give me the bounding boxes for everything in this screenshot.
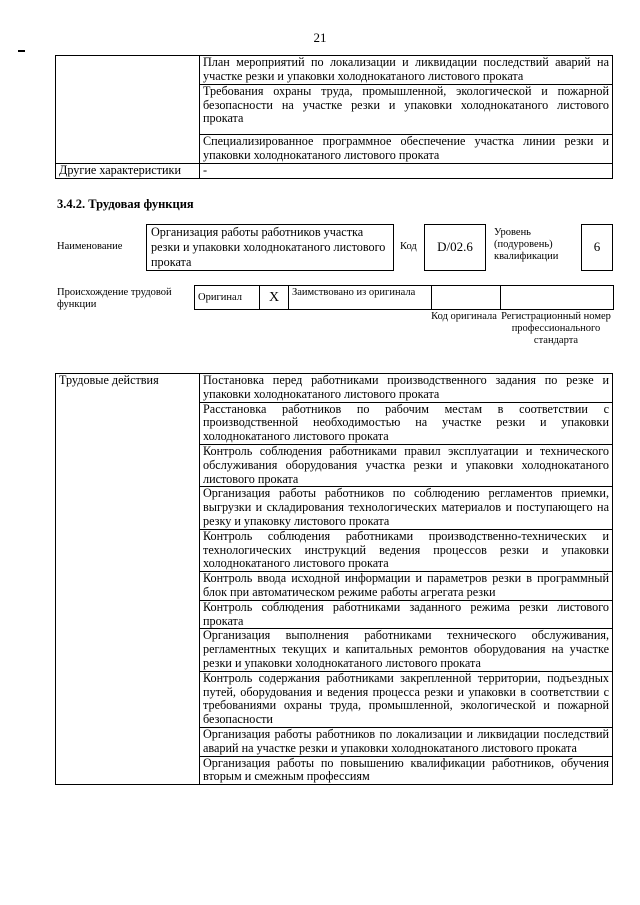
labor-action-text: Расстановка работников по рабочим местам в соответствии с производственной необходимостью на участке резки и упаковки холоднокатаного листового проката xyxy=(200,402,613,444)
page-number: 21 xyxy=(313,30,327,45)
origin-table xyxy=(194,285,614,310)
table-cell-label xyxy=(56,56,200,164)
labor-action-text: Контроль соблюдения работниками правил эксплуатации и технического обслуживания оборудования участка резки и упаковки холоднокатаного листового проката xyxy=(200,444,613,486)
labor-action-text: Организация работы работников по соблюдению регламентов приемки, выгрузки и складирования технологических материалов и поступающего на резку и упаковку листового проката xyxy=(200,487,613,529)
labor-action-text: Организация работы по повышению квалификации работников, обучения вторым и смежным профессиям xyxy=(200,756,613,785)
code-label: Код xyxy=(400,241,417,252)
labor-action-text: Организация выполнения работниками технического обслуживания, регламентных текущих и капитальных ремонтов оборудования на участке резки и упаковки холоднокатаного листового проката xyxy=(200,629,613,671)
labor-actions-table xyxy=(55,373,613,785)
knowledge-table xyxy=(55,55,613,179)
code-value: D/02.6 xyxy=(424,224,486,271)
level-label: Уровень (подуровень) квалификации xyxy=(494,227,559,262)
origin-label: Происхождение трудовой функции xyxy=(57,287,172,310)
labor-action-text: Организация работы работников по локализации и ликвидации последствий аварий на участке резки и упаковки холоднокатаного листового проката xyxy=(200,727,613,756)
original-mark: X xyxy=(260,286,289,310)
table-row xyxy=(56,56,613,85)
table-row xyxy=(56,374,613,403)
origin-code-cell xyxy=(432,286,501,310)
table-cell-label: Другие характеристики xyxy=(56,164,200,179)
original-label: Оригинал xyxy=(195,286,260,310)
labor-actions-label: Трудовые действия xyxy=(56,374,200,785)
labor-action-text: Постановка перед работниками производственного задания по резке и упаковки холоднокатаного листового проката xyxy=(200,374,613,403)
corner-mark xyxy=(18,50,25,52)
labor-action-text: Контроль соблюдения работниками производственно-технических и технологических инструкций ведения процессов резки и упаковки холоднокатаного листового проката xyxy=(200,529,613,571)
section-heading: 3.4.2. Трудовая функция xyxy=(57,197,194,211)
origin-reg-cell xyxy=(501,286,614,310)
table-row xyxy=(56,164,613,179)
name-value: Организация работы работников участка резки и упаковки холоднокатаного листового проката xyxy=(146,224,394,271)
table-cell-text: Специализированное программное обеспечение участка линии резки и упаковки холоднокатаного листового проката xyxy=(200,135,613,164)
name-label: Наименование xyxy=(57,241,123,252)
table-cell-text: Требования охраны труда, промышленной, экологической и пожарной безопасности на участке резки и упаковки холоднокатаного листового проката xyxy=(200,85,613,135)
labor-action-text: Контроль соблюдения работниками заданного режима резки листового проката xyxy=(200,600,613,629)
table-row xyxy=(195,286,614,310)
level-value: 6 xyxy=(581,224,613,271)
code-caption: Код оригинала xyxy=(431,311,497,322)
reg-caption: Регистрационный номер профессионального стандарта xyxy=(501,311,611,346)
borrowed-label: Заимствовано из оригинала xyxy=(289,286,432,310)
labor-action-text: Контроль ввода исходной информации и параметров резки в программный блок при автоматическом режиме работы агрегата резки xyxy=(200,572,613,601)
labor-action-text: Контроль содержания работниками закрепленной территории, подъездных путей, оборудования и ведения процесса резки и упаковки в соответствии с требованиями охраны труда, промышленной, экологической и пожарной безопасности xyxy=(200,671,613,727)
table-cell-text: - xyxy=(200,164,613,179)
table-cell-text: План мероприятий по локализации и ликвидации последствий аварий на участке резки и упаковки холоднокатаного листового проката xyxy=(200,56,613,85)
